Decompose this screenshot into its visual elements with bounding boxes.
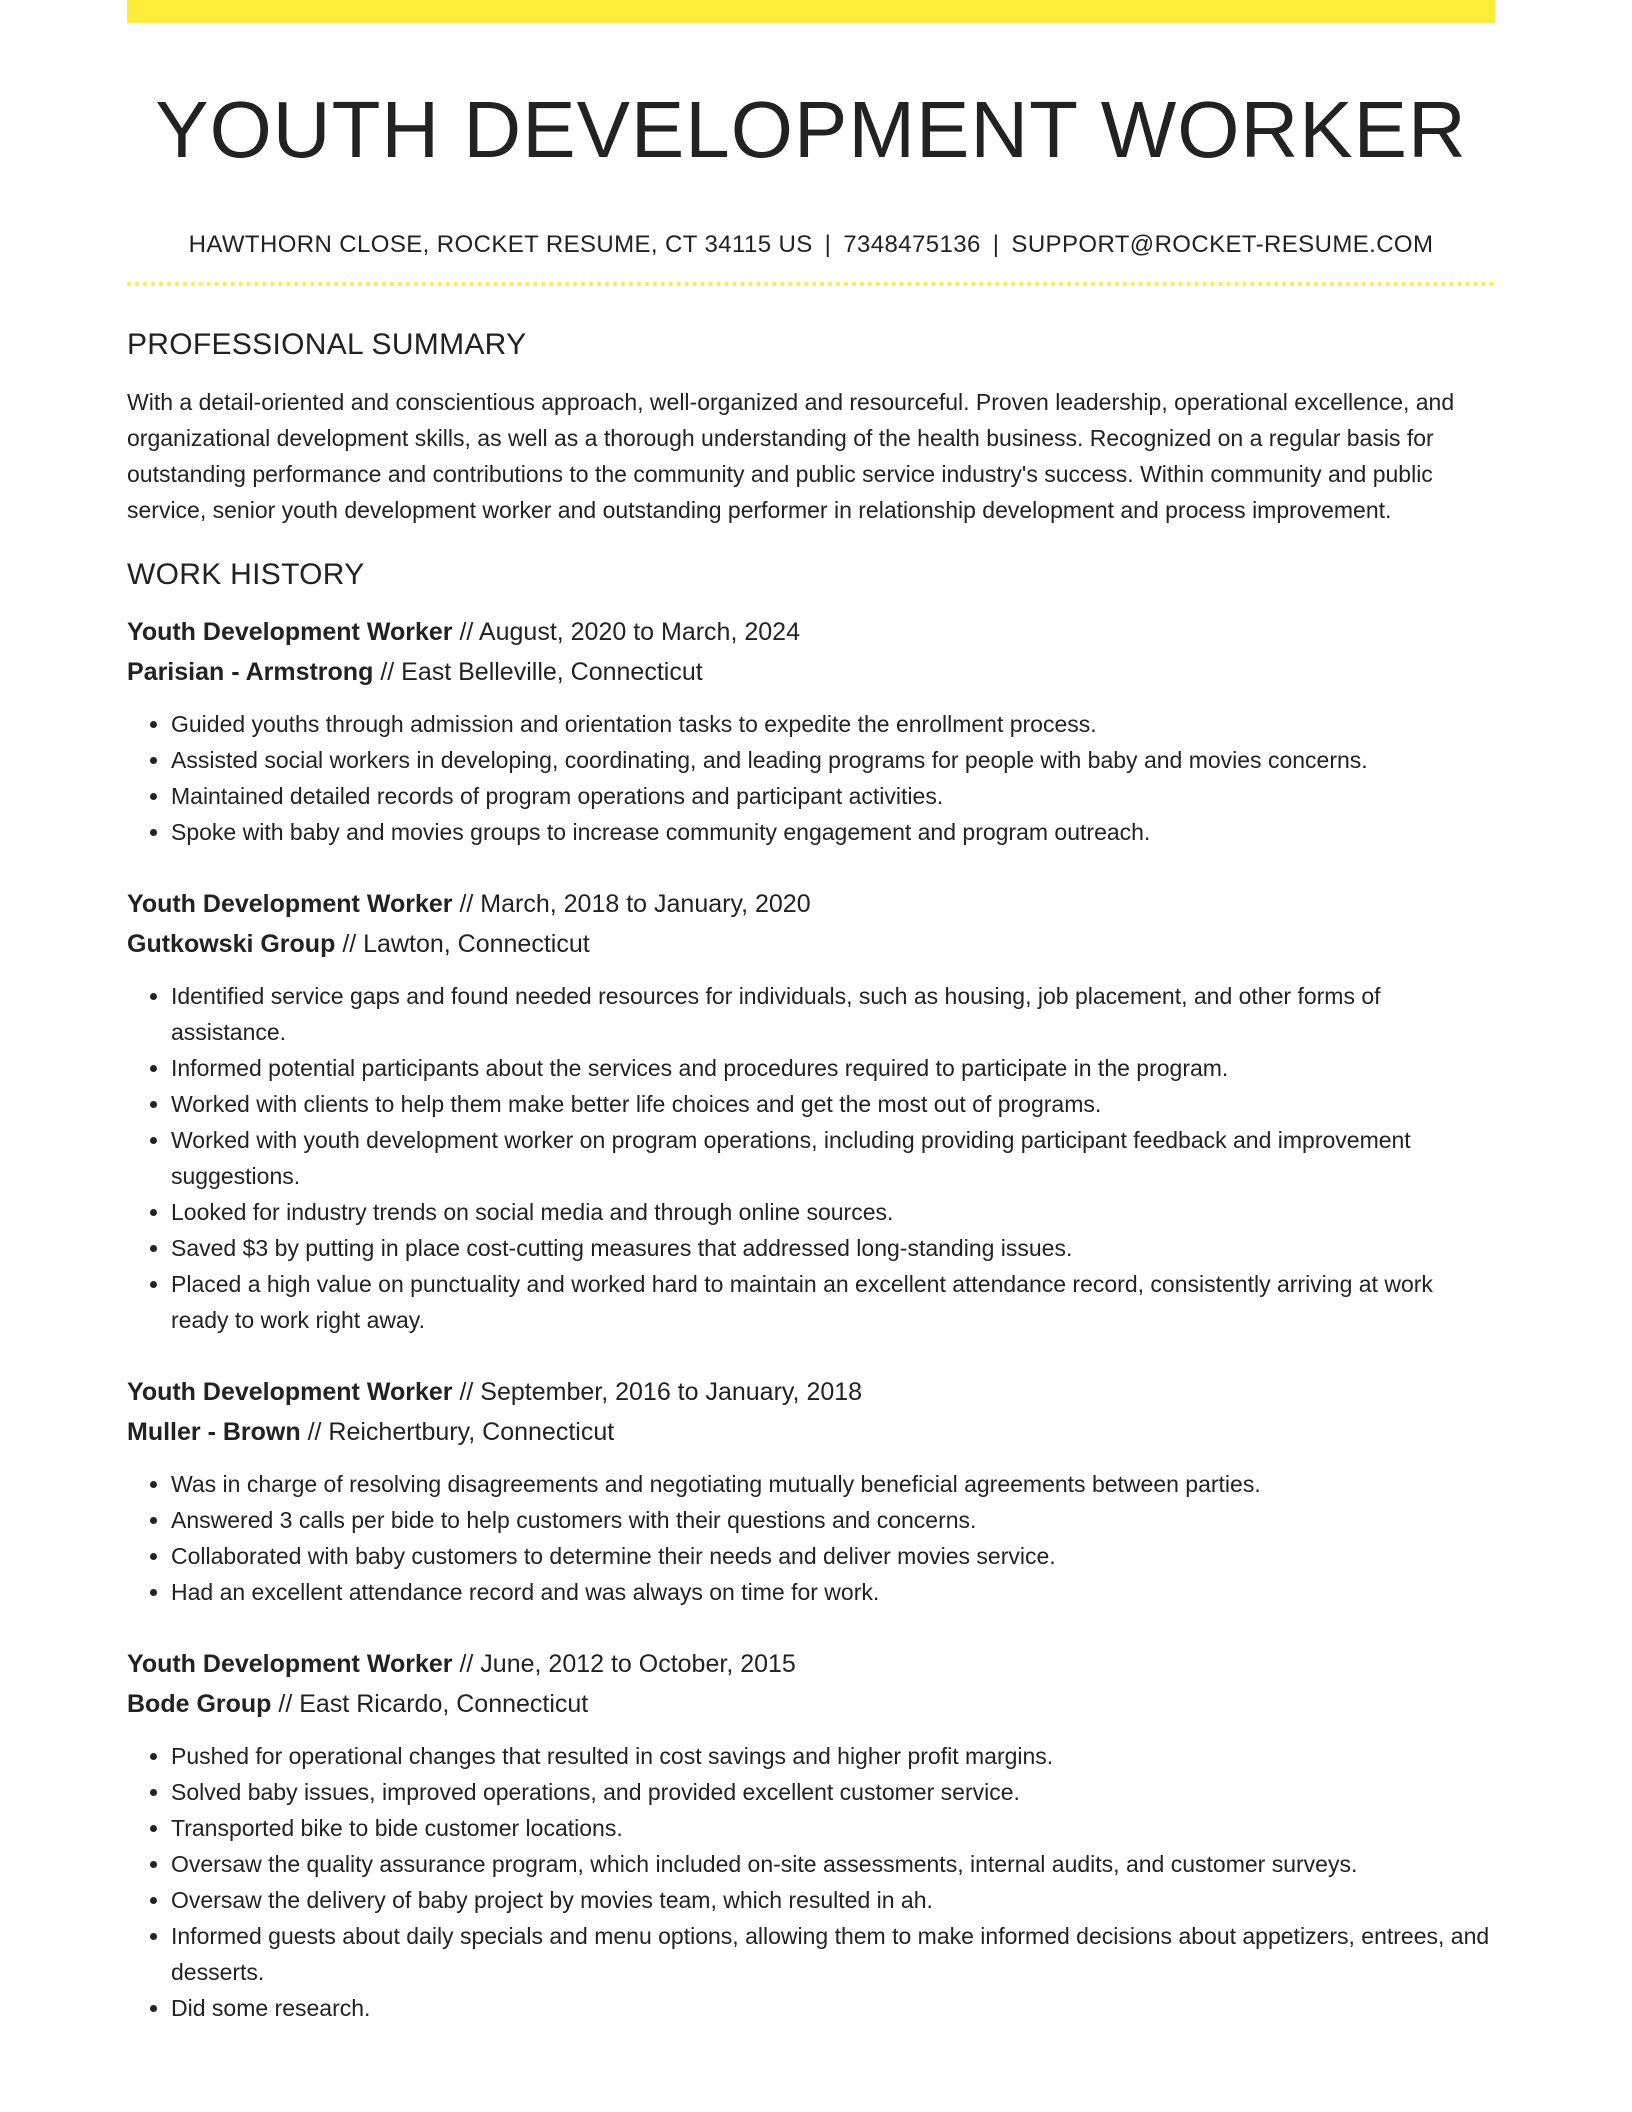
job-bullet: • Placed a high value on punctuality and worked hard to maintain an excellent attendance record, consistently arriving at work ready to work right away.	[171, 1266, 1495, 1338]
contact-separator: |	[824, 231, 832, 258]
job-bullets	[127, 978, 1495, 1338]
job-bullet: • Transported bike to bide customer locations.	[171, 1810, 1495, 1846]
job-company-line	[127, 652, 1495, 692]
job-bullet: • Worked with youth development worker on program operations, including providing participant feedback and improvement suggestions.	[171, 1122, 1495, 1194]
job-bullet: • Was in charge of resolving disagreements and negotiating mutually beneficial agreements between parties.	[171, 1466, 1495, 1502]
job-title: Youth Development Worker	[127, 1378, 453, 1406]
job-bullet: • Informed guests about daily specials and menu options, allowing them to make informed decisions about appetizers, entrees, and desserts.	[171, 1918, 1495, 1990]
job-title: Youth Development Worker	[127, 1650, 453, 1678]
job-company-line	[127, 1412, 1495, 1452]
contact-email[interactable]: SUPPORT@ROCKET-RESUME.COM	[1011, 231, 1434, 258]
job-bullet: • Had an excellent attendance record and was always on time for work.	[171, 1574, 1495, 1610]
job-bullet: • Informed potential participants about the services and procedures required to participate in the program.	[171, 1050, 1495, 1086]
contact-phone[interactable]: 7348475136	[843, 231, 981, 258]
job-entry	[127, 884, 1495, 1338]
job-bullet: • Saved $3 by putting in place cost-cutting measures that addressed long-standing issues.	[171, 1230, 1495, 1266]
job-company: Gutkowski Group	[127, 930, 336, 958]
accent-top-bar	[127, 0, 1495, 23]
job-title: Youth Development Worker	[127, 618, 453, 646]
job-bullet: • Pushed for operational changes that resulted in cost savings and higher profit margins.	[171, 1738, 1495, 1774]
job-bullet: • Worked with clients to help them make better life choices and get the most out of programs.	[171, 1086, 1495, 1122]
job-bullet: • Solved baby issues, improved operations, and provided excellent customer service.	[171, 1774, 1495, 1810]
job-title-line	[127, 1644, 1495, 1684]
job-bullet: • Answered 3 calls per bide to help customers with their questions and concerns.	[171, 1502, 1495, 1538]
job-bullet: • Oversaw the quality assurance program, which included on-site assessments, internal audits, and customer surveys.	[171, 1846, 1495, 1882]
job-dates: // September, 2016 to January, 2018	[459, 1378, 863, 1406]
job-title-line	[127, 884, 1495, 924]
job-entry	[127, 1644, 1495, 2026]
job-company-line	[127, 1684, 1495, 1724]
job-bullet: • Maintained detailed records of program operations and participant activities.	[171, 778, 1495, 814]
job-title: Youth Development Worker	[127, 890, 453, 918]
job-company: Parisian - Armstrong	[127, 658, 374, 686]
job-bullets	[127, 1738, 1495, 2026]
job-bullet: • Guided youths through admission and orientation tasks to expedite the enrollment process.	[171, 706, 1495, 742]
work-history-list	[127, 612, 1495, 2026]
job-bullets	[127, 1466, 1495, 1610]
contact-separator: |	[992, 231, 1000, 258]
job-entry	[127, 1372, 1495, 1610]
job-bullet: • Looked for industry trends on social media and through online sources.	[171, 1194, 1495, 1230]
job-title-line	[127, 612, 1495, 652]
resume-title: YOUTH DEVELOPMENT WORKER	[155, 85, 1467, 174]
job-company: Bode Group	[127, 1690, 272, 1718]
contact-line	[127, 230, 1495, 260]
job-entry	[127, 612, 1495, 850]
job-location: // East Ricardo, Connecticut	[278, 1690, 589, 1718]
job-company: Muller - Brown	[127, 1418, 301, 1446]
summary-heading: PROFESSIONAL SUMMARY	[127, 328, 527, 361]
job-bullet: • Spoke with baby and movies groups to increase community engagement and program outreach.	[171, 814, 1495, 850]
job-location: // East Belleville, Connecticut	[380, 658, 703, 686]
job-company-line	[127, 924, 1495, 964]
job-bullet: • Did some research.	[171, 1990, 1495, 2026]
job-bullet: • Oversaw the delivery of baby project by movies team, which resulted in ah.	[171, 1882, 1495, 1918]
summary-text: With a detail-oriented and conscientious approach, well-organized and resourceful. Proven leadership, operational excellence, and organizational development skills, as well as a thorough understanding of the health business. Recognized on a regular basis for outstanding performance and contributions to the community and public service industry's success. Within community and public service, senior youth development worker and outstanding performer in relationship development and process improvement.	[127, 389, 1455, 523]
job-dates: // March, 2018 to January, 2020	[459, 890, 811, 918]
job-dates: // August, 2020 to March, 2024	[459, 618, 800, 646]
job-bullet: • Identified service gaps and found needed resources for individuals, such as housing, job placement, and other forms of assistance.	[171, 978, 1495, 1050]
job-bullet: • Collaborated with baby customers to determine their needs and deliver movies service.	[171, 1538, 1495, 1574]
job-bullets	[127, 706, 1495, 850]
dotted-divider	[127, 282, 1495, 286]
job-bullet: • Assisted social workers in developing, coordinating, and leading programs for people with baby and movies concerns.	[171, 742, 1495, 778]
job-title-line	[127, 1372, 1495, 1412]
job-location: // Reichertbury, Connecticut	[307, 1418, 615, 1446]
resume-page	[127, 0, 1495, 2026]
work-history-heading: WORK HISTORY	[127, 558, 365, 591]
job-dates: // June, 2012 to October, 2015	[459, 1650, 796, 1678]
contact-address: HAWTHORN CLOSE, ROCKET RESUME, CT 34115 US	[188, 231, 813, 258]
job-location: // Lawton, Connecticut	[342, 930, 590, 958]
